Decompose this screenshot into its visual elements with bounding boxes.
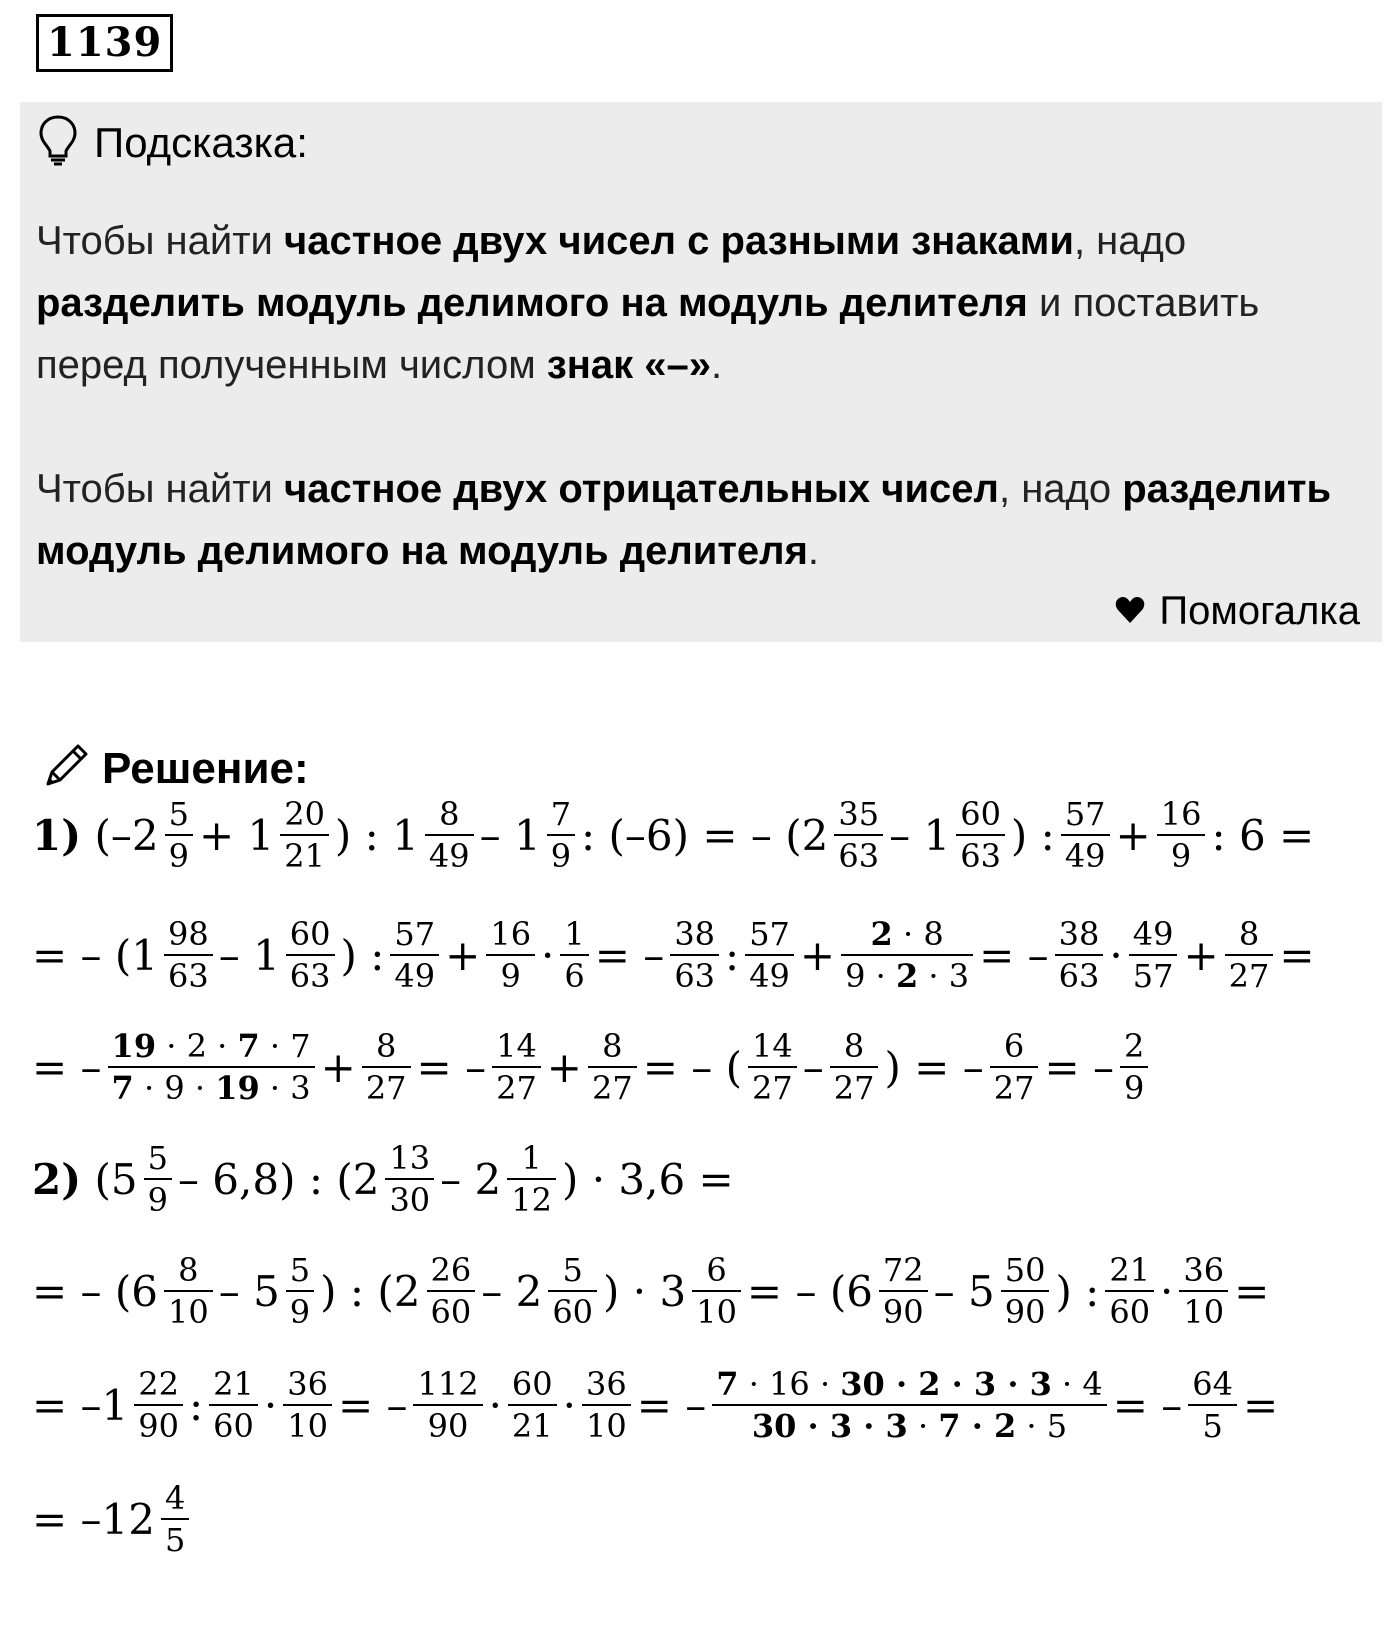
numerator: 8	[178, 1251, 199, 1289]
hint-box	[20, 102, 1382, 642]
numerator: 72	[882, 1251, 924, 1289]
cancelled-factor: 7	[237, 1027, 260, 1065]
numerator	[712, 1364, 1106, 1404]
equation-line-3	[32, 1012, 1154, 1122]
factor: · 9 ·	[133, 1069, 216, 1107]
denominator: 27	[752, 1069, 793, 1107]
expr-text: = –	[1044, 1042, 1114, 1092]
numerator: 64	[1192, 1365, 1234, 1403]
numerator: 5	[147, 1139, 168, 1177]
fraction	[164, 914, 213, 996]
numerator: 36	[287, 1365, 328, 1403]
numerator: 6	[706, 1251, 727, 1289]
numerator	[108, 1026, 315, 1066]
hint-text: , надо	[998, 467, 1123, 511]
expr-text: ) :	[1055, 1266, 1100, 1316]
fraction	[283, 1364, 332, 1446]
hint-text: , надо	[1073, 219, 1187, 263]
denominator: 9	[1170, 837, 1192, 875]
expr-text: ) = –	[884, 1042, 984, 1092]
fraction	[492, 1026, 541, 1108]
fraction	[582, 1364, 631, 1446]
denominator: 57	[1132, 957, 1174, 995]
expr-text: ·	[263, 1380, 278, 1430]
hint-emphasis: знак «–»	[546, 343, 711, 387]
task-number: 1139	[36, 14, 173, 72]
numerator: 21	[1109, 1251, 1151, 1289]
cancelled-factor: 19	[215, 1069, 260, 1107]
numerator: 14	[752, 1027, 793, 1065]
fraction	[841, 914, 973, 996]
item-label: 1)	[32, 810, 82, 860]
factor: 9 ·	[845, 957, 896, 995]
denominator: 90	[882, 1293, 924, 1331]
expr-text: – 1	[218, 930, 280, 980]
hint-emphasis: частное двух чисел с разными знаками	[284, 219, 1074, 263]
denominator: 10	[287, 1407, 328, 1445]
expr-text: : 6 =	[1211, 810, 1315, 860]
expr-text: =	[1243, 1380, 1279, 1430]
fraction	[1120, 1026, 1148, 1108]
expr-text: +	[1115, 810, 1151, 860]
fraction	[425, 794, 474, 876]
denominator: 27	[1228, 957, 1270, 995]
expr-text: – 1	[889, 810, 951, 860]
expr-text: ·	[562, 1380, 576, 1430]
cancelled-factor: 19	[111, 1027, 157, 1065]
numerator: 4	[165, 1479, 186, 1517]
fraction	[834, 794, 883, 876]
fraction	[161, 1478, 189, 1560]
fraction	[486, 914, 535, 996]
fraction	[209, 1364, 258, 1446]
cancelled-factor: 7 · 2	[938, 1407, 1017, 1445]
expr-text: +	[1183, 930, 1219, 980]
expr-text: =	[1279, 930, 1315, 980]
fraction	[165, 794, 193, 876]
denominator: 27	[993, 1069, 1035, 1107]
hint-title: Подсказка:	[94, 118, 308, 166]
equation-line-6	[32, 1350, 1278, 1460]
factor: · 2 ·	[156, 1027, 238, 1065]
fraction	[1001, 1250, 1050, 1332]
expr-text: = –12	[32, 1494, 155, 1544]
expr-text: – 1	[479, 810, 541, 860]
fraction	[1157, 794, 1206, 876]
expr-text: ·	[541, 930, 555, 980]
numerator: 57	[749, 915, 790, 953]
factor: · 8	[892, 915, 944, 953]
expr-text: = –	[32, 1042, 102, 1092]
numerator: 50	[1004, 1251, 1046, 1289]
denominator: 49	[394, 957, 436, 995]
numerator: 21	[213, 1365, 254, 1403]
factor: · 4	[1051, 1365, 1103, 1403]
numerator: 60	[289, 915, 331, 953]
numerator: 8	[375, 1027, 397, 1065]
denominator: 21	[284, 837, 325, 875]
equation-line-4	[32, 1124, 734, 1234]
numerator: 2	[1123, 1027, 1145, 1065]
hint-text: и поставить перед полученным числом	[36, 281, 1260, 387]
hint-text: Чтобы найти	[36, 219, 285, 263]
numerator: 8	[843, 1027, 865, 1065]
numerator: 5	[562, 1251, 583, 1289]
equation-line-7	[32, 1464, 195, 1574]
denominator: 5	[165, 1521, 186, 1559]
denominator	[108, 1068, 315, 1108]
numerator	[867, 914, 948, 954]
denominator: 27	[833, 1069, 875, 1107]
fraction	[560, 914, 588, 996]
cancelled-factor: 7	[716, 1365, 739, 1403]
fraction	[1179, 1250, 1228, 1332]
expr-text: + 1	[198, 810, 275, 860]
fraction	[507, 1138, 556, 1220]
expr-text: ·	[1160, 1266, 1174, 1316]
denominator: 10	[168, 1293, 209, 1331]
expr-text: ) :	[340, 930, 385, 980]
hint-paragraph-2	[36, 458, 1366, 582]
denominator: 60	[213, 1407, 254, 1445]
expr-text: ·	[1109, 930, 1123, 980]
hint-emphasis: разделить модуль делимого на модуль делителя	[36, 281, 1028, 325]
expr-text: = –	[337, 1380, 408, 1430]
fraction	[692, 1250, 741, 1332]
fraction	[1061, 794, 1110, 876]
expr-text: = –	[636, 1380, 707, 1430]
fraction	[748, 1026, 797, 1108]
numerator: 6	[1003, 1027, 1025, 1065]
expr-text: = –	[1112, 1380, 1183, 1430]
fraction	[1188, 1364, 1237, 1446]
expr-text: – 2	[481, 1266, 543, 1316]
expr-text: (–2	[81, 810, 159, 860]
numerator: 57	[1064, 795, 1106, 833]
denominator: 30	[389, 1181, 431, 1219]
hint-text: .	[710, 343, 723, 387]
denominator: 27	[496, 1069, 537, 1107]
fraction	[390, 914, 439, 996]
equation-line-2	[32, 900, 1315, 1010]
denominator: 63	[168, 957, 209, 995]
fraction	[547, 794, 575, 876]
factor: ·	[907, 1407, 939, 1445]
expr-text: = – (6	[746, 1266, 873, 1316]
item-label: 2)	[32, 1154, 82, 1204]
denominator: 9	[168, 837, 189, 875]
numerator: 8	[602, 1027, 623, 1065]
factor: · 7	[259, 1027, 311, 1065]
numerator: 8	[1238, 915, 1260, 953]
fraction	[108, 1026, 315, 1108]
expr-text: ) : (2	[320, 1266, 421, 1316]
expr-text: :	[188, 1380, 204, 1430]
denominator	[748, 1406, 1071, 1446]
cancelled-factor: 2	[895, 957, 919, 995]
expr-text: = –1	[32, 1380, 129, 1430]
fraction	[286, 914, 335, 996]
denominator: 10	[696, 1293, 737, 1331]
expr-text: = – (	[642, 1042, 742, 1092]
fraction	[745, 914, 794, 996]
factor: · 3	[918, 957, 970, 995]
fraction	[134, 1364, 183, 1446]
numerator: 5	[289, 1251, 311, 1289]
hint-text: .	[807, 529, 820, 573]
denominator: 27	[592, 1069, 633, 1107]
fraction	[286, 1250, 314, 1332]
brand	[1115, 589, 1360, 634]
expr-text: – 6,8) : (2	[177, 1154, 380, 1204]
denominator: 60	[430, 1293, 472, 1331]
hint-paragraph-1	[36, 210, 1366, 396]
expr-text: ) · 3,6 =	[561, 1154, 734, 1204]
fraction	[670, 914, 719, 996]
denominator: 10	[1183, 1293, 1225, 1331]
denominator: 60	[1109, 1293, 1151, 1331]
fraction	[385, 1138, 434, 1220]
numerator: 14	[496, 1027, 537, 1065]
expr-text: +	[799, 930, 836, 980]
numerator: 16	[490, 915, 532, 953]
equation-line-1	[32, 780, 1314, 890]
denominator: 9	[550, 837, 572, 875]
denominator: 9	[289, 1293, 311, 1331]
numerator: 60	[511, 1365, 553, 1403]
fraction	[879, 1250, 928, 1332]
expr-text: : (–6) = – (2	[581, 810, 829, 860]
denominator: 9	[500, 957, 521, 995]
numerator: 36	[586, 1365, 627, 1403]
expr-text: =	[1234, 1266, 1270, 1316]
numerator: 112	[417, 1365, 479, 1403]
factor: · 5	[1016, 1407, 1068, 1445]
numerator: 35	[838, 795, 880, 833]
expr-text: +	[445, 930, 481, 980]
denominator: 90	[427, 1407, 469, 1445]
factor: · 16 ·	[738, 1365, 841, 1403]
denominator: 63	[838, 837, 880, 875]
numerator: 57	[394, 915, 436, 953]
expr-text: = –	[594, 930, 665, 980]
fraction	[164, 1250, 213, 1332]
fraction	[1055, 914, 1104, 996]
fraction	[990, 1026, 1039, 1108]
expr-text: = –	[416, 1042, 487, 1092]
expr-text: (5	[81, 1154, 138, 1204]
fraction	[1105, 1250, 1154, 1332]
expr-text: – 5	[218, 1266, 280, 1316]
numerator: 38	[1058, 915, 1100, 953]
brand-label: Помогалка	[1159, 589, 1360, 633]
denominator: 63	[960, 837, 1001, 875]
numerator: 5	[168, 795, 189, 833]
denominator: 60	[552, 1293, 594, 1331]
expr-text: :	[725, 930, 740, 980]
denominator: 10	[586, 1407, 627, 1445]
fraction	[280, 794, 329, 876]
expr-text: ) · 3	[603, 1266, 687, 1316]
numerator: 7	[550, 795, 572, 833]
fraction	[362, 1026, 411, 1108]
denominator	[841, 956, 973, 996]
numerator: 26	[430, 1251, 472, 1289]
hint-header	[38, 114, 308, 171]
fraction	[712, 1364, 1106, 1446]
numerator: 16	[1160, 795, 1202, 833]
expr-text: ·	[488, 1380, 502, 1430]
fraction	[1225, 914, 1274, 996]
denominator: 12	[511, 1181, 552, 1219]
expr-text: –	[802, 1042, 824, 1092]
numerator: 98	[168, 915, 209, 953]
expr-text: ) :	[1010, 810, 1055, 860]
cancelled-factor: 7	[111, 1069, 134, 1107]
numerator: 36	[1183, 1251, 1225, 1289]
numerator: 8	[439, 795, 460, 833]
expr-text: – 2	[440, 1154, 502, 1204]
cancelled-factor: 2	[870, 915, 893, 953]
expr-text: = –	[979, 930, 1049, 980]
expr-text: ) : 1	[334, 810, 419, 860]
fraction	[144, 1138, 172, 1220]
denominator: 90	[138, 1407, 179, 1445]
denominator: 5	[1202, 1407, 1223, 1445]
denominator: 49	[1064, 837, 1106, 875]
denominator: 63	[1058, 957, 1100, 995]
fraction	[830, 1026, 879, 1108]
numerator: 22	[138, 1365, 179, 1403]
fraction	[413, 1364, 482, 1446]
numerator: 38	[674, 915, 716, 953]
numerator: 49	[1132, 915, 1174, 953]
fraction	[548, 1250, 597, 1332]
expr-text: +	[320, 1042, 356, 1092]
expr-text: = – (1	[32, 930, 158, 980]
denominator: 63	[674, 957, 716, 995]
denominator: 49	[428, 837, 470, 875]
numerator: 60	[960, 795, 1001, 833]
hint-emphasis: разделить модуль делимого на модуль делителя	[36, 467, 1332, 573]
expr-text: +	[546, 1042, 582, 1092]
numerator: 1	[564, 915, 585, 953]
denominator: 9	[147, 1181, 168, 1219]
denominator: 90	[1004, 1293, 1046, 1331]
fraction	[427, 1250, 476, 1332]
heart-icon	[1115, 589, 1145, 634]
hint-body	[36, 210, 1366, 644]
cancelled-factor: 30 · 2 · 3 · 3	[840, 1365, 1052, 1403]
cancelled-factor: 30 · 3 · 3	[751, 1407, 908, 1445]
solution-title: Решение:	[102, 743, 309, 793]
fraction	[588, 1026, 637, 1108]
fraction	[1129, 914, 1178, 996]
denominator: 21	[511, 1407, 553, 1445]
denominator: 6	[564, 957, 585, 995]
numerator: 20	[284, 795, 325, 833]
fraction	[956, 794, 1005, 876]
denominator: 63	[289, 957, 331, 995]
expr-text: – 5	[933, 1266, 995, 1316]
equation-line-5	[32, 1236, 1269, 1346]
denominator: 27	[365, 1069, 407, 1107]
hint-emphasis: частное двух отрицательных чисел	[284, 467, 999, 511]
denominator: 9	[1123, 1069, 1145, 1107]
numerator: 13	[389, 1139, 431, 1177]
expr-text: = – (6	[32, 1266, 158, 1316]
hint-text: Чтобы найти	[36, 467, 285, 511]
lightbulb-icon	[38, 114, 78, 171]
fraction	[508, 1364, 557, 1446]
denominator: 49	[749, 957, 790, 995]
factor: · 3	[259, 1069, 311, 1107]
numerator: 1	[521, 1139, 542, 1177]
